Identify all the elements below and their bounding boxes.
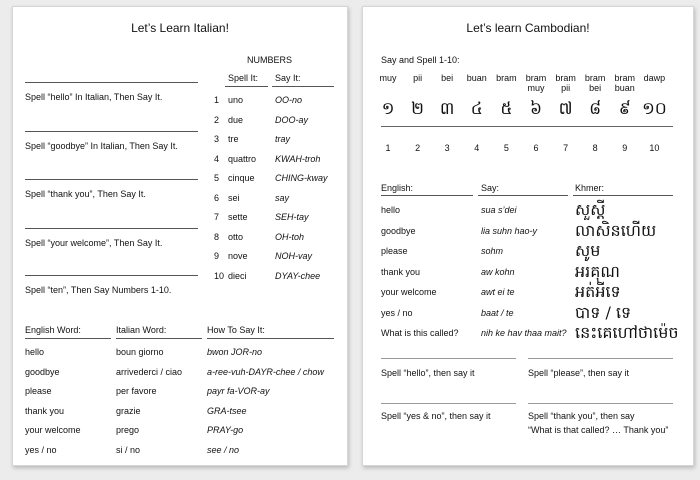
pronunciation: aw kohn (481, 266, 515, 277)
number-word: bram (555, 73, 576, 83)
words-col-italian: Italian Word: (116, 325, 167, 335)
number-word: buan (466, 73, 487, 83)
number-digit: 3 (214, 134, 220, 144)
pronunciation: GRA-tsee (207, 405, 247, 416)
header-underline (225, 86, 268, 87)
number-pronunciation: OO-no (275, 95, 303, 105)
italian-worksheet (12, 6, 348, 466)
number-pronunciation: DOO-ay (275, 114, 309, 125)
prompt-hello: Spell “hello” In Italian, Then Say It. (25, 92, 163, 102)
english-word: hello (381, 205, 401, 215)
pronunciation: sohm (481, 246, 504, 256)
numbers-col-say: Say It: (275, 73, 301, 83)
kh-col-khmer: Khmer: (575, 183, 605, 193)
khmer-word: អរគុណ (575, 261, 620, 281)
prompt-your-welcome: Spell “your welcome”, Then Say It. (25, 238, 163, 248)
number-digit: 1 (214, 95, 220, 105)
khmer-numeral: ៣ (439, 99, 455, 119)
number-digit: 2 (214, 114, 220, 125)
header-underline (207, 338, 334, 339)
number-spelling: cinque (228, 173, 255, 183)
number-spelling: nove (228, 251, 248, 261)
english-word: thank you (381, 266, 421, 277)
numbers-heading: NUMBERS (247, 55, 293, 65)
pronunciation: bwon JOR-no (207, 347, 263, 357)
arabic-numeral: 9 (622, 143, 628, 153)
number-spelling: quattro (228, 153, 257, 164)
number-pronunciation: say (275, 192, 290, 203)
arabic-numeral: 6 (533, 143, 539, 153)
arabic-numeral: 1 (385, 143, 391, 153)
writing-line (381, 358, 516, 359)
writing-line (528, 358, 673, 359)
khmer-word: អត់អីទេ (575, 282, 621, 301)
prompt-ten: Spell “ten”, Then Say Numbers 1-10. (25, 285, 172, 295)
number-word: bei (441, 73, 454, 83)
pronunciation: payr fa-VOR-ay (207, 386, 270, 396)
writing-line (25, 275, 198, 276)
kh-prompt-please: Spell “please”, then say it (528, 368, 630, 378)
italian-word: prego (116, 425, 140, 435)
pronunciation: sua s’dei (481, 205, 517, 215)
english-word: yes / no (25, 444, 57, 455)
arabic-numeral: 10 (649, 143, 660, 153)
english-word: hello (25, 347, 45, 357)
english-word: your welcome (381, 287, 437, 297)
khmer-numeral: ៤ (470, 99, 483, 119)
writing-line (25, 179, 198, 180)
khmer-word: សូម (575, 241, 601, 260)
pronunciation: awt ei te (481, 287, 515, 297)
number-spelling: tre (228, 134, 239, 144)
prompt-goodbye: Spell “goodbye” In Italian, Then Say It. (25, 141, 178, 151)
header-underline (116, 338, 202, 339)
kh-prompt-thank-you: Spell “thank you”, then say (528, 411, 635, 421)
khmer-word: សួស្តី (575, 200, 606, 219)
prompt-thank-you: Spell “thank you”, Then Say It. (25, 189, 146, 199)
number-pronunciation: tray (275, 134, 291, 144)
english-word: goodbye (381, 225, 416, 236)
khmer-word: លាសិនហើយ (575, 220, 657, 240)
arabic-numeral: 5 (503, 143, 509, 153)
khmer-word: បាទ / ទេ (575, 302, 632, 322)
number-word: dawp (643, 73, 666, 83)
number-spelling: due (228, 114, 244, 125)
english-word: thank you (25, 405, 65, 416)
pronunciation: PRAY-go (207, 425, 244, 435)
khmer-numeral: ៩ (618, 99, 631, 119)
header-underline (478, 195, 568, 196)
number-pronunciation: NOH-vay (275, 251, 313, 261)
words-col-say: How To Say It: (207, 325, 265, 335)
italian-word: grazie (116, 405, 141, 416)
pronunciation: see / no (207, 444, 240, 455)
writing-line (25, 228, 198, 229)
writing-line (381, 403, 516, 404)
number-pronunciation: CHING-kway (275, 173, 328, 183)
number-word: bram (614, 73, 636, 83)
khmer-numeral: ១ (381, 99, 395, 119)
arabic-numeral: 7 (563, 143, 569, 153)
number-spelling: uno (228, 95, 244, 105)
khmer-word: នេះគេហៅថាម៉េច (575, 323, 679, 342)
number-word: bram (525, 73, 547, 83)
number-spelling: dieci (228, 270, 247, 281)
italian-title: Let’s Learn Italian! (131, 21, 229, 35)
arabic-numeral: 3 (444, 143, 450, 153)
kh-prompt-what-called: “What is that called? … Thank you” (528, 425, 669, 435)
number-pronunciation: KWAH-troh (275, 153, 321, 164)
writing-line (25, 82, 198, 83)
say-spell-label: Say and Spell 1-10: (381, 55, 460, 65)
kh-prompt-yes-no: Spell “yes & no”, then say it (381, 411, 491, 421)
number-word: bram (584, 73, 606, 83)
number-pronunciation: DYAY-chee (275, 270, 321, 281)
numbers-col-spell: Spell It: (228, 73, 259, 83)
number-digit: 4 (214, 153, 220, 164)
number-digit: 9 (214, 251, 220, 261)
number-word: bram (496, 73, 517, 83)
english-word: please (381, 246, 408, 256)
header-underline (272, 86, 334, 87)
header-underline (381, 195, 473, 196)
italian-word: per favore (116, 386, 157, 396)
pronunciation: baat / te (481, 307, 514, 318)
number-word: bei (589, 83, 602, 93)
number-digit: 6 (214, 192, 220, 203)
cambodian-worksheet (362, 6, 694, 466)
writing-line (25, 131, 198, 132)
header-underline (25, 338, 111, 339)
number-digit: 8 (214, 231, 220, 242)
number-pronunciation: OH-toh (275, 231, 305, 242)
italian-word: si / no (116, 444, 141, 455)
khmer-numeral: ២ (411, 99, 425, 119)
pronunciation: nih ke hav thaa mait? (481, 328, 567, 338)
pronunciation: a-ree-vuh-DAYR-chee / chow (207, 366, 324, 377)
cambodian-title: Let’s learn Cambodian! (466, 21, 590, 35)
numbers-baseline (381, 126, 673, 127)
number-word: pii (561, 83, 571, 93)
english-word: goodbye (25, 366, 60, 377)
words-col-english: English Word: (25, 325, 81, 335)
english-word: What is this called? (381, 328, 459, 338)
number-spelling: sei (228, 192, 240, 203)
english-word: yes / no (381, 307, 413, 318)
kh-col-english: English: (381, 183, 414, 193)
khmer-numeral: ៥ (500, 99, 513, 119)
italian-word: boun giorno (116, 347, 164, 357)
header-underline (573, 195, 673, 196)
khmer-numeral: ១០ (641, 99, 667, 119)
khmer-numeral: ៦ (529, 99, 543, 119)
number-word: buan (614, 83, 635, 93)
number-spelling: otto (228, 231, 244, 242)
number-digit: 5 (214, 173, 220, 183)
khmer-numeral: ៧ (558, 99, 573, 119)
arabic-numeral: 2 (415, 143, 421, 153)
italian-word: arrivederci / ciao (116, 366, 183, 377)
arabic-numeral: 4 (474, 143, 480, 153)
english-word: please (25, 386, 52, 396)
kh-prompt-hello: Spell “hello”, then say it (381, 368, 475, 378)
number-digit: 10 (214, 270, 225, 281)
kh-col-say: Say: (481, 183, 500, 193)
number-word: pii (413, 73, 423, 83)
writing-line (528, 403, 673, 404)
khmer-numeral: ៨ (589, 99, 602, 119)
pronunciation: lia suhn hao-y (481, 225, 538, 236)
number-digit: 7 (214, 212, 220, 222)
number-pronunciation: SEH-tay (275, 212, 309, 222)
number-spelling: sette (228, 212, 248, 222)
english-word: your welcome (25, 425, 81, 435)
number-word: muy (379, 73, 397, 83)
number-word: muy (527, 83, 545, 93)
arabic-numeral: 8 (592, 143, 598, 153)
